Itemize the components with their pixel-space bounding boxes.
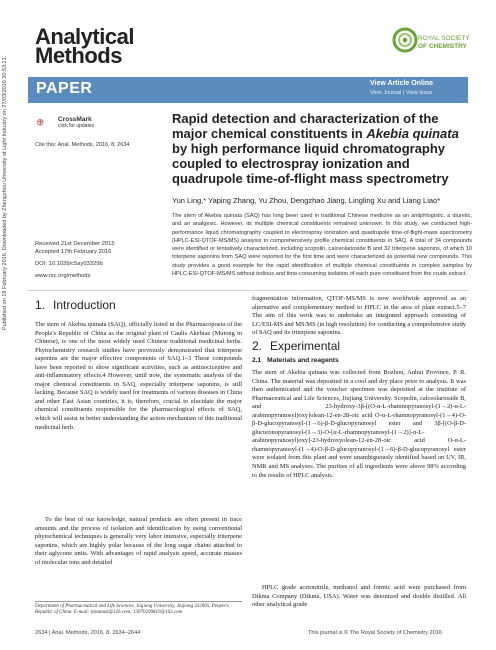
crossmark-sub: click for updates [58,123,95,129]
view-article-online-link[interactable]: View Article Online [370,80,434,87]
journal-website[interactable]: www.rsc.org/methods [35,273,91,279]
received-date: Received 21st December 2015 [35,241,115,247]
materials-paragraph-1: The stem of Akebia quinata was collected from Bozhou, Anhui Province, P. R. China. The material was deposited in a cool and dry place prior to analysis. It was then authenticated and the voucher specimen was deposited at the institute of Pharmaceutical and Life Sciences, Jiujiang University. Scopolin, calceolarioside B, and 23-hydroxy-3β-[(O-α-L-rhamnopyranosyl-(1→2)-α-L-arabinopyranosyl)oxy]olean-12-en-28-oic acid O-α-L-rhamnopyranosyl-(1→4)-O-β-D-glucopyranosyl-(1→6)-β-D-glucopyranosyl ester and 3β-[(O-β-D-glucuronopyranosyl-(1→3)-O-[α-L-rhamnopyranosyl-(1→2)]-α-L-arabinopyranosyl)oxy]-23-hydroxyolean-12-en-28-oic acid O-α-L-rhamnopyranosyl-(1→4)-O-β-D-glucopyranosyl-(1→6)-β-D-glucopyranosyl ester were isolated from this plant and were unambiguously identified based on UV, IR, NMR and MS analyses. The purities of all ingredients were above 98% according to the results of HPLC analysis. [252,369,466,479]
title-part1: Rapid detection and characterization of the major chemical constituents in [172,111,439,141]
abstract: The stem of Akebia quinata (SAQ) has long been used in traditional Chinese medicine as an antiphlogistic, a diuretic, and an analgesic. However, its multiple chemical constituents remained unknown. In this study, we conducted high-performance liquid chromatography coupled to electrospray ionization and quadrupole time-of-flight-mass spectrometry (HPLC-ESI-QTOF-MS/MS) analysis to comprehensively profile chemical constituents in SAQ. A total of 34 compounds were identified or tentatively characterized, including scopolin, calceolarioside B and 32 triterpene saponins, of which 10 triterpene saponins from SAQ were reported for the first time and were characterized as potential new compounds. This study provides a good example for the rapid identification of multiple chemical constituents in complex samples by HPLC-ESI-QTOF-MS/MS without tedious and time-consuming isolation of each pure constituent from the crude extract. [172,213,472,278]
subsection-title: Materials and reagents [267,357,339,364]
section-title: Introduction [53,298,116,312]
intro-paragraph-1: The stem of Akebia quinata (SAQ), officially listed in the Pharmacopoeia of the People's Republic of China as the original plant of Caulis Akebiae (Mutong in Chinese), is one of the most widely used Chinese traditional medicinal herbs. Phytochemistry research studies have previously demonstrated that triterpene saponins are the major effective components of SAQ.1–3 These compounds have been reported to show significant activities, such as antinociceptive and anti-inflammatory effects.4 However, until now, the systematic analysis of the major chemical constituents in SAQ, especially triterpene saponins, is still lacking. Because SAQ is widely used for treatments of various diseases in China and other East Asian countries, it is, therefore, crucial to elucidate the major chemical constituents responsible for the pharmacological effects of SAQ, which will assist in better understanding the action mechanism of this traditional medicinal herb. [35,321,242,431]
title-species: Akebia quinata [366,126,459,141]
materials-paragraph-2: HPLC grade acetonitrile, methanol and formic acid were purchased from Dikma Company (Dikma, USA). Water was deionized and double distilled. All other analytical grade [252,584,466,609]
title-part2: by high performance liquid chromatography coupled to electrospray ionization and quadrupole time-of-flight mass spectrometry [172,141,449,186]
footnote-divider [35,601,242,602]
citation: Cite this: Anal. Methods, 2016, 8, 2634 [35,142,130,148]
article-type-label: PAPER [36,80,93,97]
subsection-heading [252,357,339,364]
download-note-text: Published on 18 February 2016. Downloaded by Zhengzhou University of Light Industry on 27/03/2016 20:53:21. [2,55,8,330]
section-heading-experimental [252,339,340,353]
crossmark-title: CrossMark [58,116,92,123]
footer-left: 2634 | Anal. Methods, 2016, 8, 2634–2644 [35,630,141,636]
divider [28,290,468,291]
subsection-number: 2.1 [252,357,262,364]
author-list: Yun Ling,* Yaping Zhang, Yu Zhou, Dengzhao Jiang, Lingling Xu and Liang Liao* [172,196,441,205]
journal-title-line2: Methods [35,43,122,68]
affiliation-footnote: Department of Pharmaceutical and Life Sciences, Jiujiang University, Jiujiang 332005, People's Republic of China. E-mail: lymanust@126.com; 13970209819@163.com [35,604,229,616]
crossmark-label[interactable] [58,116,94,129]
view-journal-issue-link[interactable]: View Journal | View Issue [370,90,433,96]
article-title [172,111,472,186]
journal-title [35,24,134,68]
crossmark-icon[interactable] [37,114,55,132]
rsc-line1: ROYAL SOCIETY [418,35,470,42]
accepted-date: Accepted 17th February 2016 [35,249,112,255]
rsc-line2: OF CHEMISTRY [418,43,467,50]
section-heading-introduction [35,298,116,312]
section-title: Experimental [270,339,341,353]
doi[interactable]: DOI: 10.1039/c5ay03329b [35,261,103,267]
footer-right: This journal is © The Royal Society of Chemistry 2016 [308,630,442,636]
rsc-logo-text [418,35,470,51]
article-history [35,240,115,280]
intro-paragraph-3: fragmentation information, QTOF-MS/MS is now worldwide approved as an alternative and complementary method to HPLC in the area of plant extract.5–7 The aim of this work was to undertake an integrated approach consisting of LC/ESI-MS and MS/MS (in high resolution) for conducting a comprehensive study of SAQ and its triterpene saponins. [252,295,466,337]
section-number: 2. [252,339,263,353]
section-number: 1. [35,298,46,312]
intro-paragraph-2: To the best of our knowledge, natural products are often present in trace amounts and the process of isolation and identification by using conventional phytochemical techniques is generally very labor intensive, especially triterpene saponins, which are highly polar because of the long sugar chains attached to their aglycone units. With advantages of rapid analysis speed, accurate masses of molecular ions and detailed [35,516,242,566]
journal-title-line1: Analytical [35,24,134,49]
